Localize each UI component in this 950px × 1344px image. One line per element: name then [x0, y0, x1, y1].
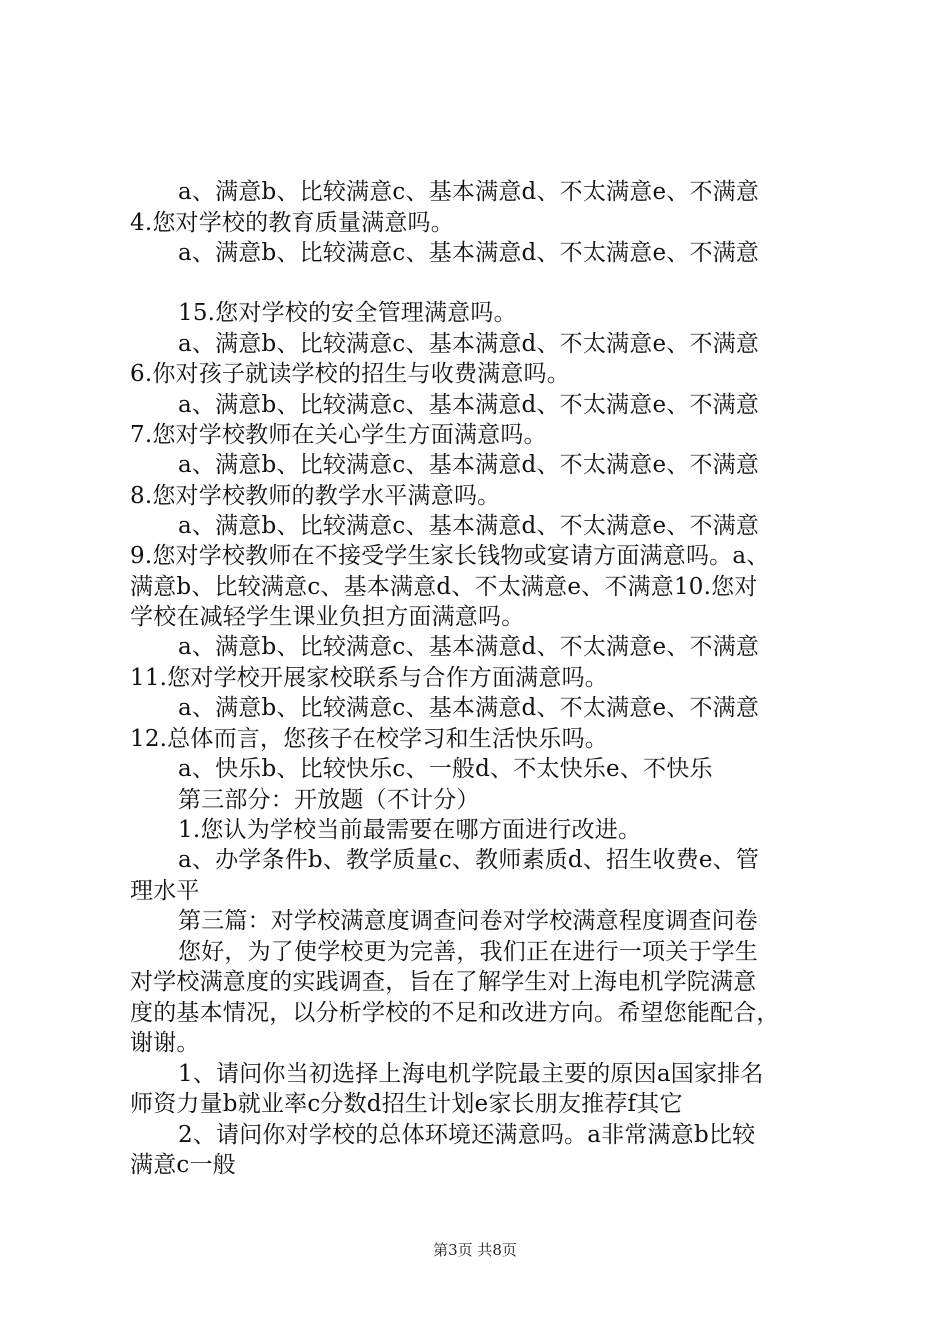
- text-line: 您好，为了使学校更为完善，我们正在进行一项关于学生: [178, 939, 758, 965]
- text-line: 12.总体而言，您孩子在校学习和生活快乐吗。: [130, 726, 608, 752]
- section-heading: 第三部分：开放题（不计分）: [178, 787, 480, 813]
- page-footer: 第3页 共8页: [433, 1241, 517, 1259]
- text-line: a、满意b、比较满意c、基本满意d、不太满意e、不满意: [178, 513, 760, 539]
- text-line: 11.您对学校开展家校联系与合作方面满意吗。: [130, 665, 608, 691]
- text-line: 8.您对学校教师的教学水平满意吗。: [130, 483, 501, 509]
- text-line: a、满意b、比较满意c、基本满意d、不太满意e、不满意: [178, 240, 760, 266]
- text-line: 度的基本情况，以分析学校的不足和改进方向。希望您能配合，: [130, 1000, 780, 1026]
- text-line: 理水平: [130, 878, 200, 904]
- text-line: a、满意b、比较满意c、基本满意d、不太满意e、不满意: [178, 392, 760, 418]
- text-line: 满意b、比较满意c、基本满意d、不太满意e、不满意10.您对: [130, 574, 758, 600]
- text-line: 6.你对孩子就读学校的招生与收费满意吗。: [130, 361, 570, 387]
- text-line: 师资力量b就业率c分数d招生计划e家长朋友推荐f其它: [130, 1091, 683, 1117]
- text-line: 谢谢。: [130, 1030, 200, 1056]
- text-line: 7.您对学校教师在关心学生方面满意吗。: [130, 422, 547, 448]
- text-line: 15.您对学校的安全管理满意吗。: [178, 300, 517, 326]
- text-line: 满意c一般: [130, 1152, 236, 1178]
- text-line: 学校在减轻学生课业负担方面满意吗。: [130, 604, 525, 630]
- text-line: 1.您认为学校当前最需要在哪方面进行改进。: [178, 817, 642, 843]
- text-line: a、快乐b、比较快乐c、一般d、不太快乐e、不快乐: [178, 756, 713, 782]
- text-line: 对学校满意度的实践调查，旨在了解学生对上海电机学院满意: [130, 969, 757, 995]
- text-line: 1、请问你当初选择上海电机学院最主要的原因a国家排名: [178, 1061, 764, 1087]
- text-line: a、满意b、比较满意c、基本满意d、不太满意e、不满意: [178, 695, 760, 721]
- section-heading: 第三篇：对学校满意度调查问卷对学校满意程度调查问卷: [178, 908, 758, 934]
- text-line: 9.您对学校教师在不接受学生家长钱物或宴请方面满意吗。a、: [130, 543, 770, 569]
- text-line: a、办学条件b、教学质量c、教师素质d、招生收费e、管: [178, 847, 760, 873]
- text-line: a、满意b、比较满意c、基本满意d、不太满意e、不满意: [178, 179, 760, 205]
- text-line: a、满意b、比较满意c、基本满意d、不太满意e、不满意: [178, 452, 760, 478]
- text-line: 4.您对学校的教育质量满意吗。: [130, 210, 454, 236]
- text-line: 2、请问你对学校的总体环境还满意吗。a非常满意b比较: [178, 1122, 756, 1148]
- text-line: a、满意b、比较满意c、基本满意d、不太满意e、不满意: [178, 634, 760, 660]
- text-line: a、满意b、比较满意c、基本满意d、不太满意e、不满意: [178, 331, 760, 357]
